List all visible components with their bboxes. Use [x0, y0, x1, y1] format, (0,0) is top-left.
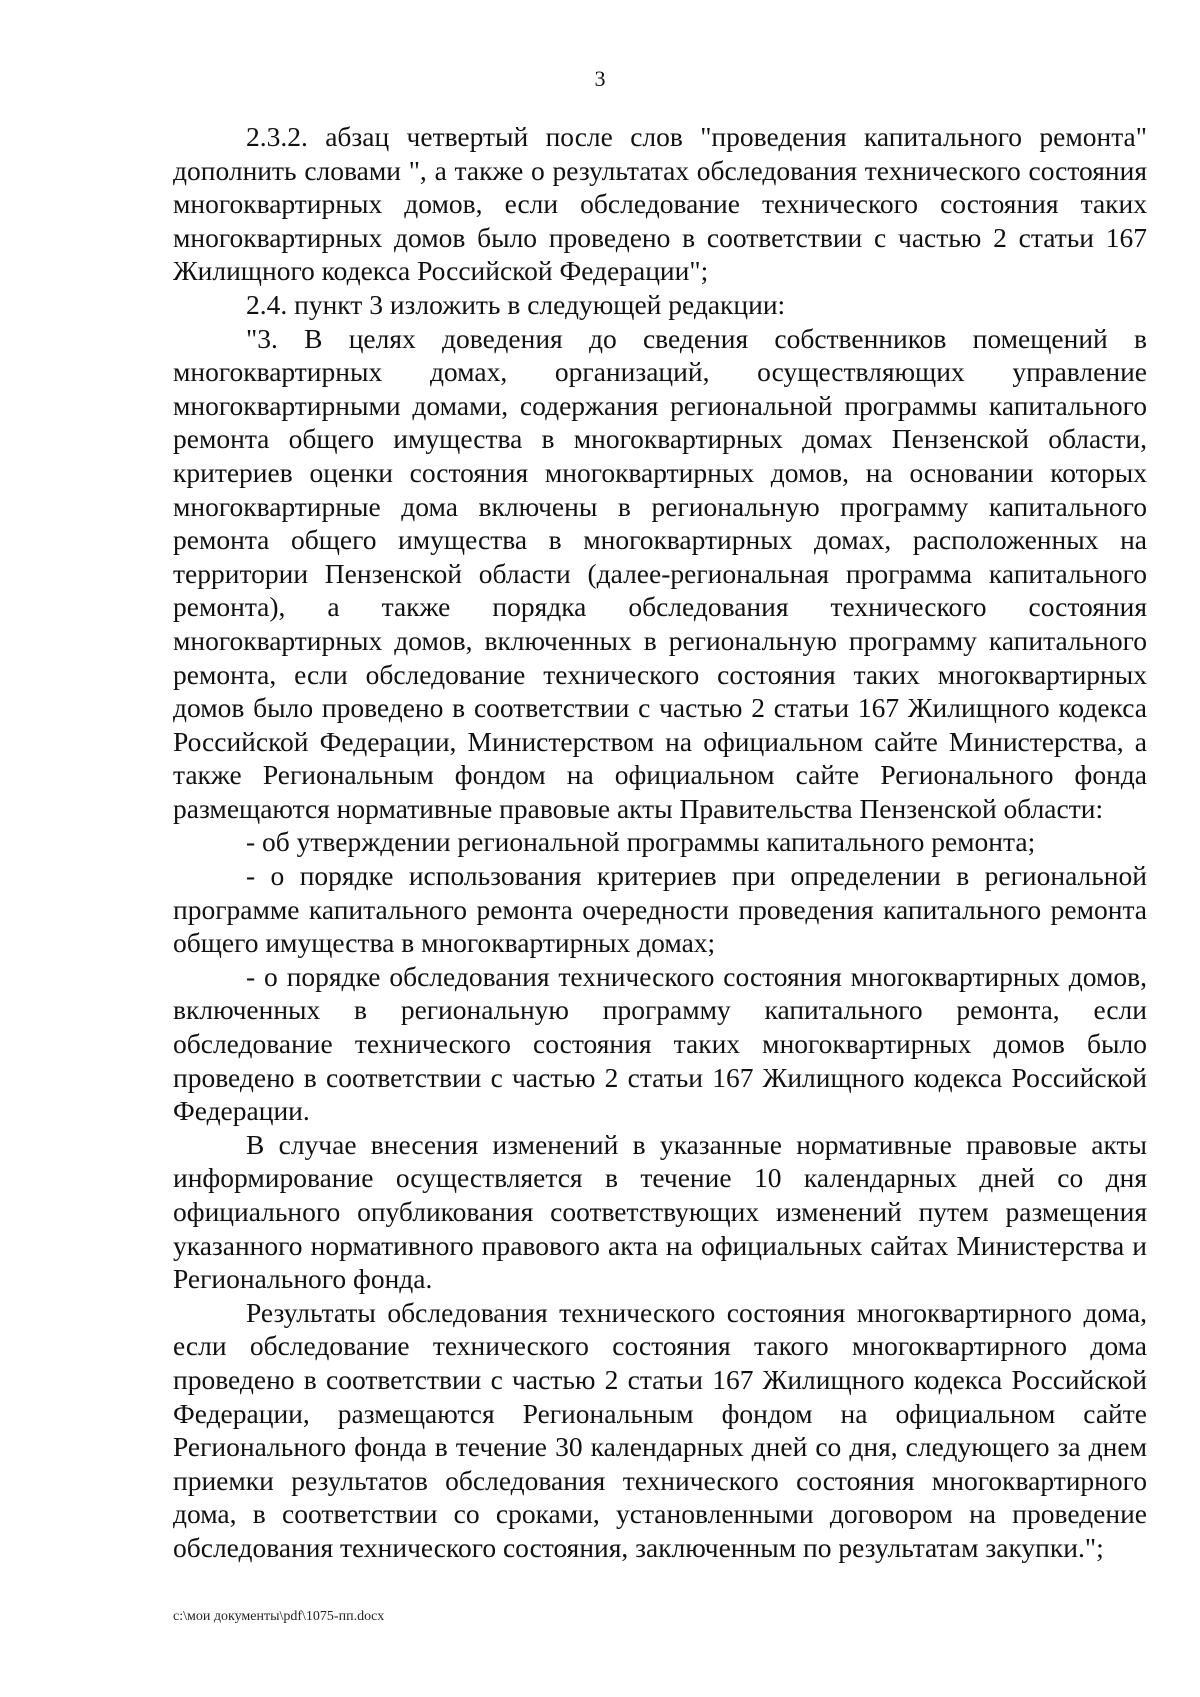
- list-item-inspection: - о порядке обследования технического состояния многоквартирных домов, включенных в региональную программу капитального ремонта, если обследование технического состояния таких многоквартирных домов было проведено в соответствии с частью 2 статьи 167 Жилищного кодекса Российской Федерации.: [173, 960, 1147, 1127]
- footer-file-path: c:\мои документы\pdf\1075-пп.docx: [173, 1609, 385, 1624]
- document-body: [173, 120, 1147, 1565]
- list-item-criteria: - о порядке использования критериев при определении в региональной программе капитального ремонта очередности проведения капитального ремонта общего имущества в многоквартирных домах;: [173, 860, 1147, 959]
- list-item-program: - об утверждении региональной программы капитального ремонта;: [246, 826, 1036, 858]
- paragraph-2-4: 2.4. пункт 3 изложить в следующей редакции:: [246, 288, 786, 320]
- page-number: 3: [594, 66, 606, 91]
- paragraph-results: Результаты обследования технического состояния многоквартирного дома, если обследование технического состояния такого многоквартирного дома проведено в соответствии с частью 2 статьи 167 Жилищного кодекса Российской Федерации, размещаются Региональным фондом на официальном сайте Регионального фонда в течение 30 календарных дней со дня, следующего за днем приемки результатов обследования технического состояния многоквартирного дома, в соответствии со сроками, установленными договором на проведение обследования технического состояния, заключенным по результатам закупки.";: [173, 1296, 1147, 1563]
- paragraph-point-3: "3. В целях доведения до сведения собственников помещений в многоквартирных домах, организаций, осуществляющих управление многоквартирными домами, содержания региональной программы капитального ремонта общего имущества в многоквартирных домах Пензенской области, критериев оценки состояния многоквартирных домов, на основании которых многоквартирные дома включены в региональную программу капитального ремонта общего имущества в многоквартирных домах, расположенных на территории Пензенской области (далее-региональная программа капитального ремонта), а также порядка обследования технического состояния многоквартирных домов, включенных в региональную программу капитального ремонта, если обследование технического состояния таких многоквартирных домов было проведено в соответствии с частью 2 статьи 167 Жилищного кодекса Российской Федерации, Министерством на официальном сайте Министерства, а также Региональным фондом на официальном сайте Регионального фонда размещаются нормативные правовые акты Правительства Пензенской области:: [173, 322, 1147, 824]
- paragraph-amendments: В случае внесения изменений в указанные нормативные правовые акты информирование осуществляется в течение 10 календарных дней со дня официального опубликования соответствующих изменений путем размещения указанного нормативного правового акта на официальных сайтах Министерства и Регионального фонда.: [173, 1128, 1147, 1295]
- paragraph-2-3-2: 2.3.2. абзац четвертый после слов "проведения капитального ремонта" дополнить словами ", а также о результатах обследования технического состояния многоквартирных домов, если обследование технического состояния таких многоквартирных домов было проведено в соответствии с частью 2 статьи 167 Жилищного кодекса Российской Федерации";: [173, 121, 1147, 287]
